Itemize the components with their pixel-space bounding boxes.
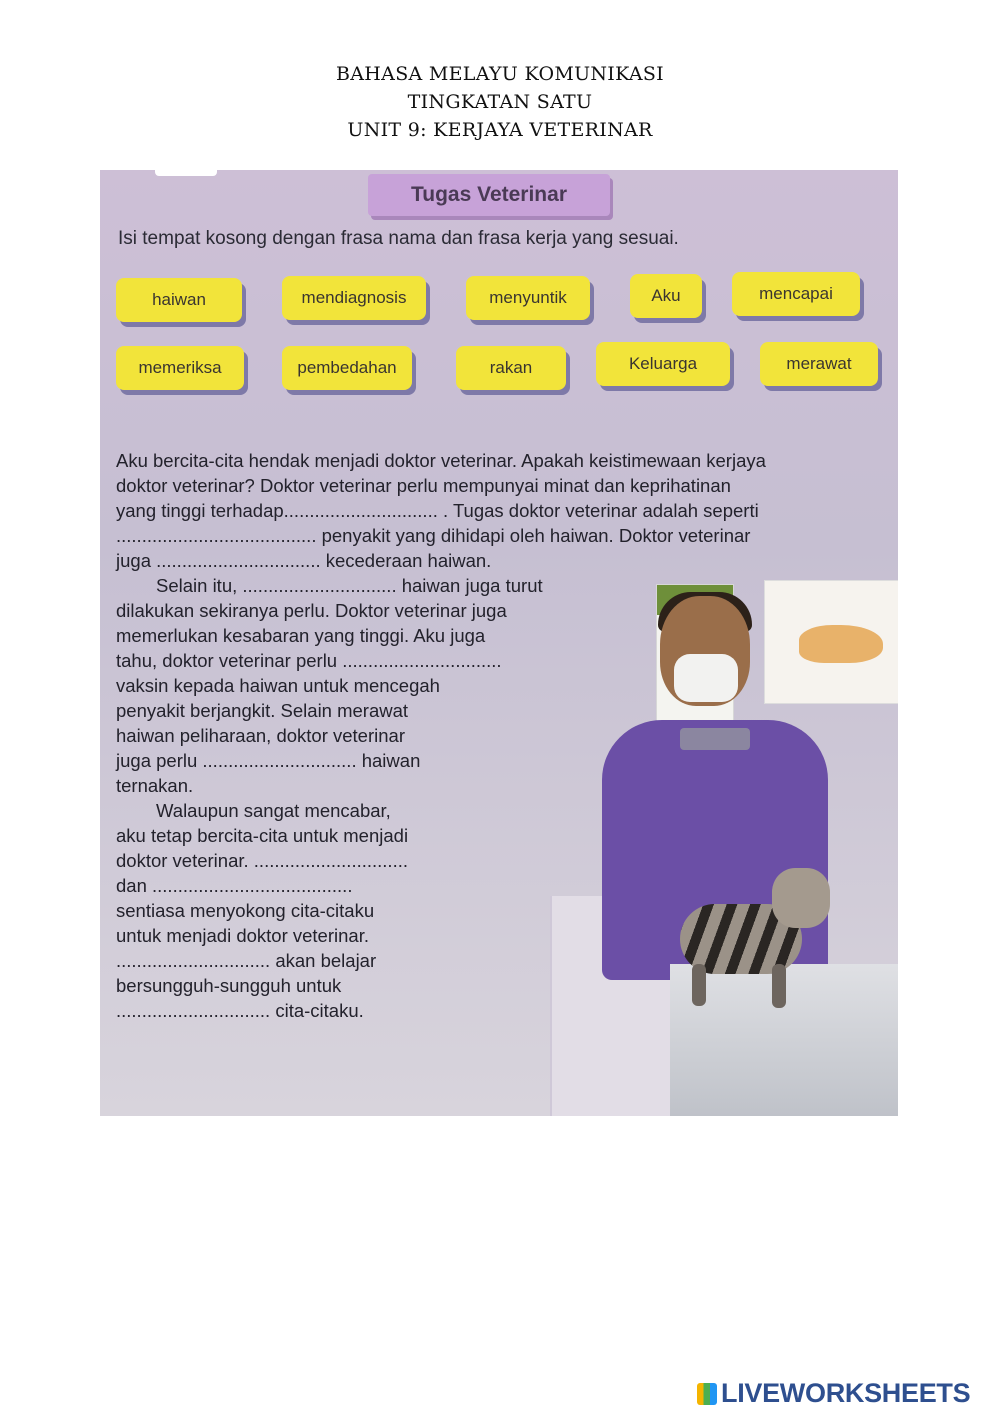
worksheet-photo bbox=[100, 170, 898, 1116]
passage-line: tahu, doktor veterinar perlu ............................... bbox=[116, 650, 502, 671]
header-subject: BAHASA MELAYU KOMUNIKASI bbox=[336, 63, 664, 85]
liveworksheets-logo-text: LIVEWORKSHEETS bbox=[721, 1378, 971, 1408]
passage-line: bersungguh-sungguh untuk bbox=[116, 975, 342, 996]
word-chip-aku[interactable]: Aku bbox=[630, 274, 702, 318]
passage-line: ....................................... penyakit yang dihidapi oleh haiwan. Doktor veterinar bbox=[116, 525, 751, 546]
passage-line: ternakan. bbox=[116, 775, 194, 796]
word-chip-mendiagnosis[interactable]: mendiagnosis bbox=[282, 276, 426, 320]
word-chip-pembedahan[interactable]: pembedahan bbox=[282, 346, 412, 390]
header-level: TINGKATAN SATU bbox=[407, 91, 593, 113]
worksheet-title: Tugas Veterinar bbox=[368, 174, 610, 216]
word-chip-haiwan[interactable]: haiwan bbox=[116, 278, 242, 322]
passage-line: .............................. akan belajar bbox=[116, 950, 377, 971]
word-chip-mencapai[interactable]: mencapai bbox=[732, 272, 860, 316]
word-chip-keluarga[interactable]: Keluarga bbox=[596, 342, 730, 386]
passage-line: dan ....................................... bbox=[116, 875, 353, 896]
passage-text bbox=[116, 448, 886, 1023]
passage-line: .............................. cita-citaku. bbox=[116, 1000, 364, 1021]
liveworksheets-logo-icon bbox=[697, 1383, 717, 1405]
passage-line: doktor veterinar. .............................. bbox=[116, 850, 408, 871]
passage-line: Selain itu, .............................. haiwan juga turut bbox=[156, 575, 543, 596]
passage-line: haiwan peliharaan, doktor veterinar bbox=[116, 725, 405, 746]
liveworksheets-logo[interactable] bbox=[697, 1378, 970, 1409]
passage-line: vaksin kepada haiwan untuk mencegah bbox=[116, 675, 440, 696]
page-corner bbox=[155, 170, 217, 176]
passage-line: juga ................................ kecederaan haiwan. bbox=[116, 550, 492, 571]
word-chip-menyuntik[interactable]: menyuntik bbox=[466, 276, 590, 320]
header-unit: UNIT 9: KERJAYA VETERINAR bbox=[347, 119, 653, 141]
passage-line: Aku bercita-cita hendak menjadi doktor veterinar. Apakah keistimewaan kerjaya bbox=[116, 450, 766, 471]
worksheet-instruction: Isi tempat kosong dengan frasa nama dan frasa kerja yang sesuai. bbox=[118, 228, 679, 249]
passage-line: memerlukan kesabaran yang tinggi. Aku juga bbox=[116, 625, 486, 646]
passage-line: penyakit berjangkit. Selain merawat bbox=[116, 700, 409, 721]
word-chip-rakan[interactable]: rakan bbox=[456, 346, 566, 390]
word-chip-merawat[interactable]: merawat bbox=[760, 342, 878, 386]
passage-line: dilakukan sekiranya perlu. Doktor veterinar juga bbox=[116, 600, 507, 621]
passage-line: untuk menjadi doktor veterinar. bbox=[116, 925, 369, 946]
passage-line: juga perlu .............................. haiwan bbox=[116, 750, 421, 771]
passage-line: doktor veterinar? Doktor veterinar perlu mempunyai minat dan keprihatinan bbox=[116, 475, 731, 496]
word-chip-memeriksa[interactable]: memeriksa bbox=[116, 346, 244, 390]
passage-line: sentiasa menyokong cita-citaku bbox=[116, 900, 375, 921]
passage-line: aku tetap bercita-cita untuk menjadi bbox=[116, 825, 409, 846]
passage-line: Walaupun sangat mencabar, bbox=[156, 800, 391, 821]
page-header bbox=[0, 60, 1000, 144]
passage-line: yang tinggi terhadap.............................. . Tugas doktor veterinar adalah seperti bbox=[116, 500, 759, 521]
